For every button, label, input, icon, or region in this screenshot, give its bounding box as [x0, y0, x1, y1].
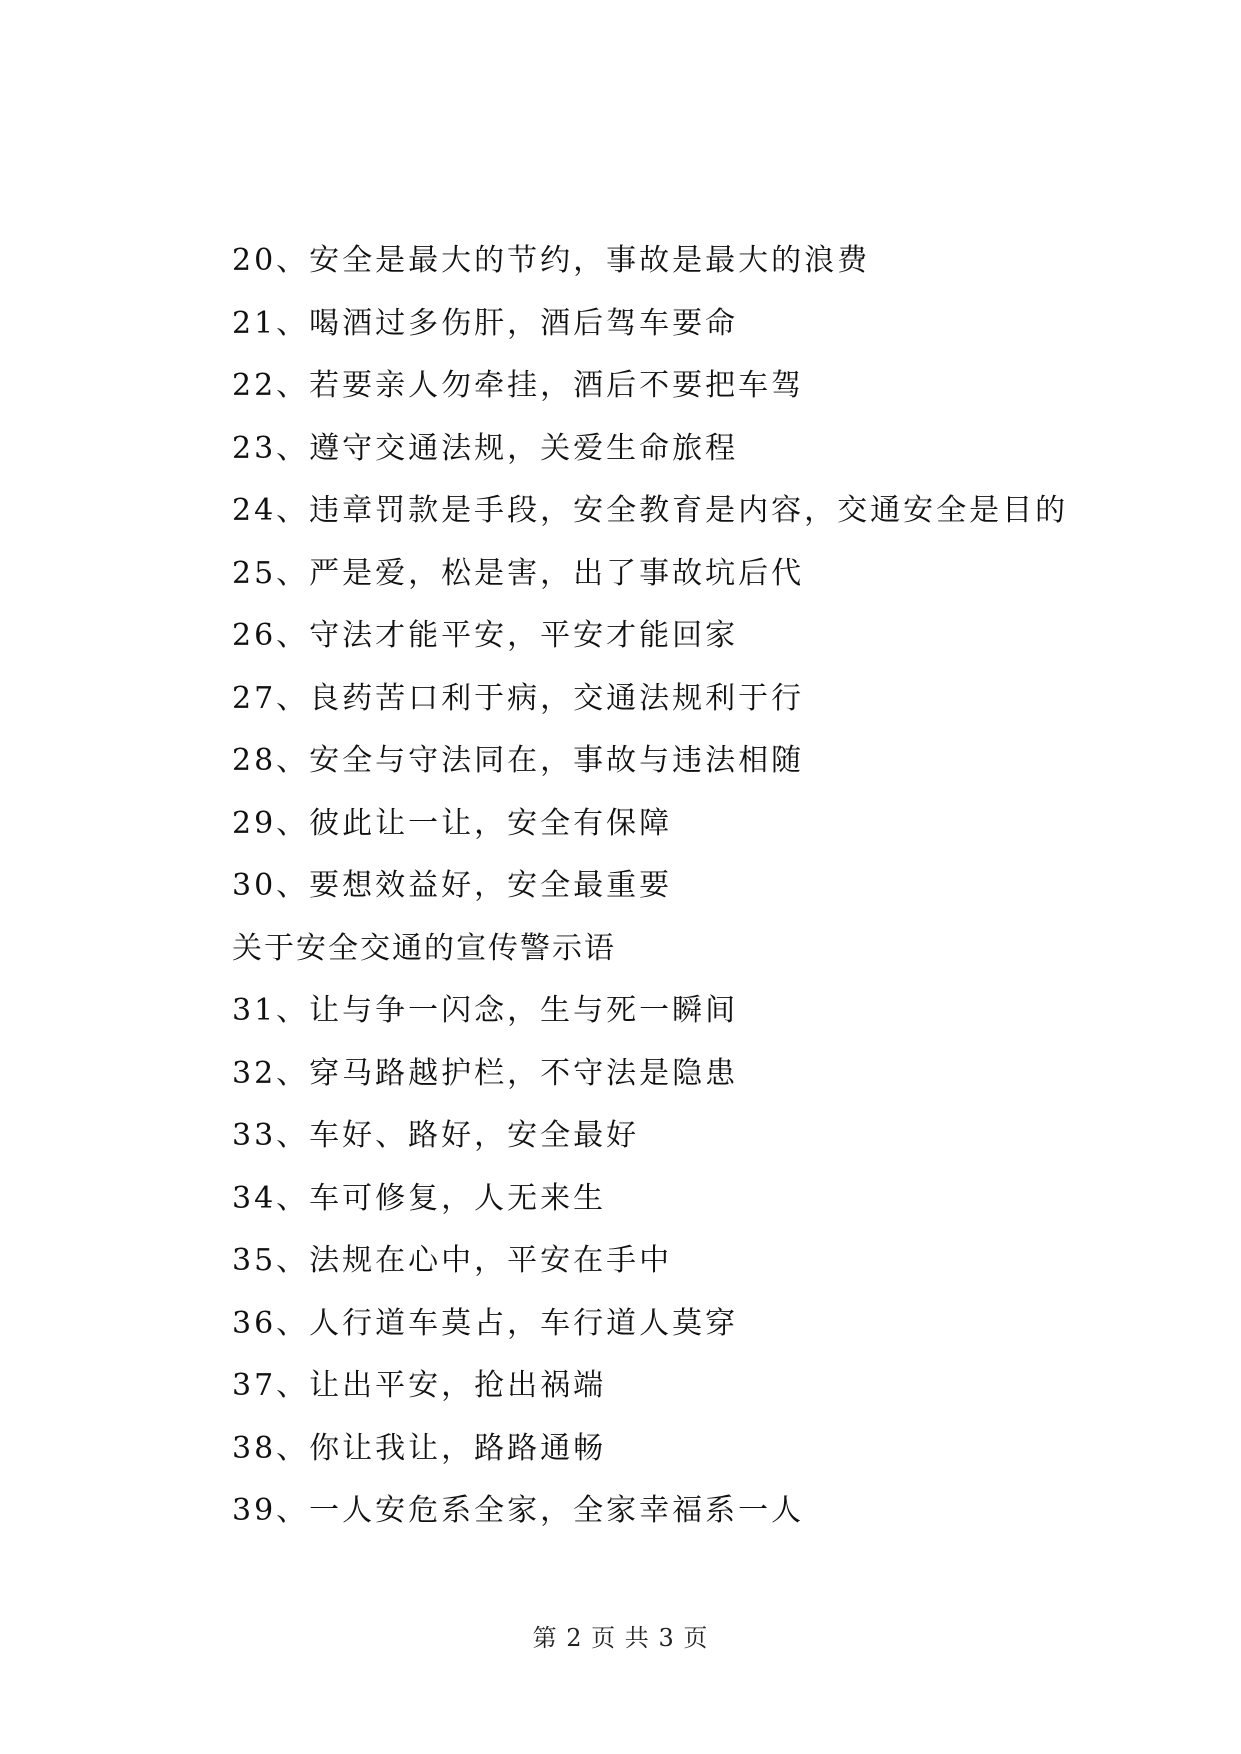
slogan-line: 22、若要亲人勿牵挂，酒后不要把车驾 — [232, 368, 805, 403]
slogan-line: 38、你让我让，路路通畅 — [232, 1430, 607, 1466]
slogan-line: 37、让出平安，抢出祸端 — [232, 1368, 607, 1403]
slogan-line: 33、车好、路好，安全最好 — [232, 1118, 640, 1153]
slogan-line: 29、彼此让一让，安全有保障 — [232, 805, 673, 841]
slogan-list — [232, 230, 1132, 1543]
slogan-line: 25、严是爱，松是害，出了事故坑后代 — [232, 555, 805, 591]
slogan-line: 32、穿马路越护栏，不守法是隐患 — [232, 1055, 739, 1091]
slogan-line: 35、法规在心中，平安在手中 — [232, 1243, 673, 1278]
slogan-line: 24、违章罚款是手段，安全教育是内容，交通安全是目的 — [232, 493, 1069, 528]
slogan-line: 30、要想效益好，安全最重要 — [232, 868, 673, 903]
slogan-line: 34、车可修复，人无来生 — [232, 1180, 607, 1216]
slogan-line: 23、遵守交通法规，关爱生命旅程 — [232, 430, 739, 466]
slogan-line: 28、安全与守法同在，事故与违法相随 — [232, 743, 805, 778]
slogan-line: 26、守法才能平安，平安才能回家 — [232, 618, 739, 653]
slogan-line: 31、让与争一闪念，生与死一瞬间 — [232, 993, 739, 1028]
slogan-line: 39、一人安危系全家，全家幸福系一人 — [232, 1493, 805, 1528]
section-heading: 关于安全交通的宣传警示语 — [232, 930, 616, 966]
slogan-line: 21、喝酒过多伤肝，酒后驾车要命 — [232, 305, 739, 341]
slogan-line: 27、良药苦口利于病，交通法规利于行 — [232, 680, 805, 716]
slogan-line: 20、安全是最大的节约，事故是最大的浪费 — [232, 243, 871, 278]
slogan-line: 36、人行道车莫占，车行道人莫穿 — [232, 1305, 739, 1341]
page-number-footer: 第 2 页 共 3 页 — [532, 1624, 709, 1652]
